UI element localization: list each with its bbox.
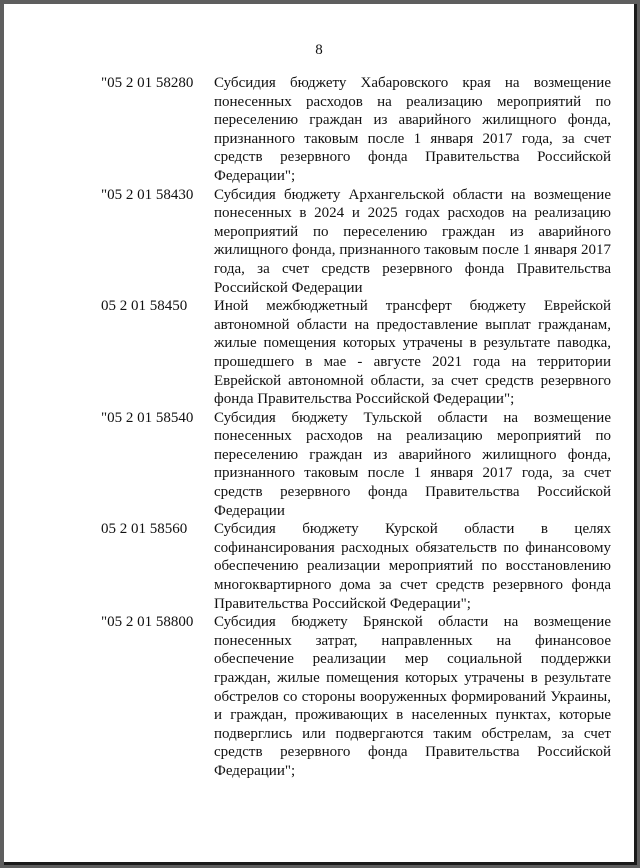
document-page	[4, 4, 637, 865]
list-item	[4, 520, 634, 613]
budget-description: Субсидия бюджету Брянской области на возмещение понесенных затрат, направленных на финансовое обеспечение реализации мер социальной поддержки граждан, жилые помещения которых утрачены в результате обстрелов со стороны вооруженных формирований Украины, и граждан, проживающих в населенных пунктах, которые подверглись или подвергаются таким обстрелам, за счет средств резервного фонда Правительства Российской Федерации";	[214, 614, 611, 779]
budget-description: Иной межбюджетный трансферт бюджету Еврейской автономной области на предоставление выплат гражданам, жилые помещения которых утрачены в результате паводка, прошедшего в мае - августе 2021 года на территории Еврейской автономной области, за счет средств резервного фонда Правительства Российской Федерации";	[214, 298, 611, 408]
budget-code-list	[4, 74, 634, 781]
list-item	[4, 409, 634, 521]
list-item	[4, 74, 634, 186]
budget-description: Субсидия бюджету Курской области в целях софинансирования расходных обязательств по финансовому обеспечению реализации мероприятий по восстановлению многоквартирного дома за счет средств резервного фонда Правительства Российской Федерации";	[214, 521, 611, 612]
list-item	[4, 613, 634, 780]
budget-code: "05 2 01 58540	[101, 409, 194, 426]
budget-code: 05 2 01 58450	[101, 298, 188, 315]
budget-description: Субсидия бюджету Хабаровского края на возмещение понесенных расходов на реализацию мероприятий по переселению граждан из аварийного жилищного фонда, признанного таковым после 1 января 2017 года, за счет средств резервного фонда Правительства Российской Федерации";	[214, 75, 611, 184]
page-number: 8	[315, 42, 323, 58]
list-item	[4, 186, 634, 298]
list-item	[4, 297, 634, 409]
budget-code: 05 2 01 58560	[101, 521, 188, 538]
budget-code: "05 2 01 58800	[101, 614, 194, 631]
budget-description: Субсидия бюджету Тульской области на возмещение понесенных расходов на реализацию мероприятий по переселению граждан из аварийного жилищного фонда, признанного таковым после 1 января 2017 года, за счет средств резервного фонда Правительства Российской Федерации	[214, 409, 611, 519]
budget-code: "05 2 01 58430	[101, 186, 194, 203]
budget-description: Субсидия бюджету Архангельской области на возмещение понесенных в 2024 и 2025 годах расходов на реализацию мероприятий по переселению граждан из аварийного жилищного фонда, признанного таковым после 1 января 2017 года, за счет средств резервного фонда Правительства Российской Федерации	[214, 186, 611, 296]
budget-code: "05 2 01 58280	[101, 75, 194, 91]
